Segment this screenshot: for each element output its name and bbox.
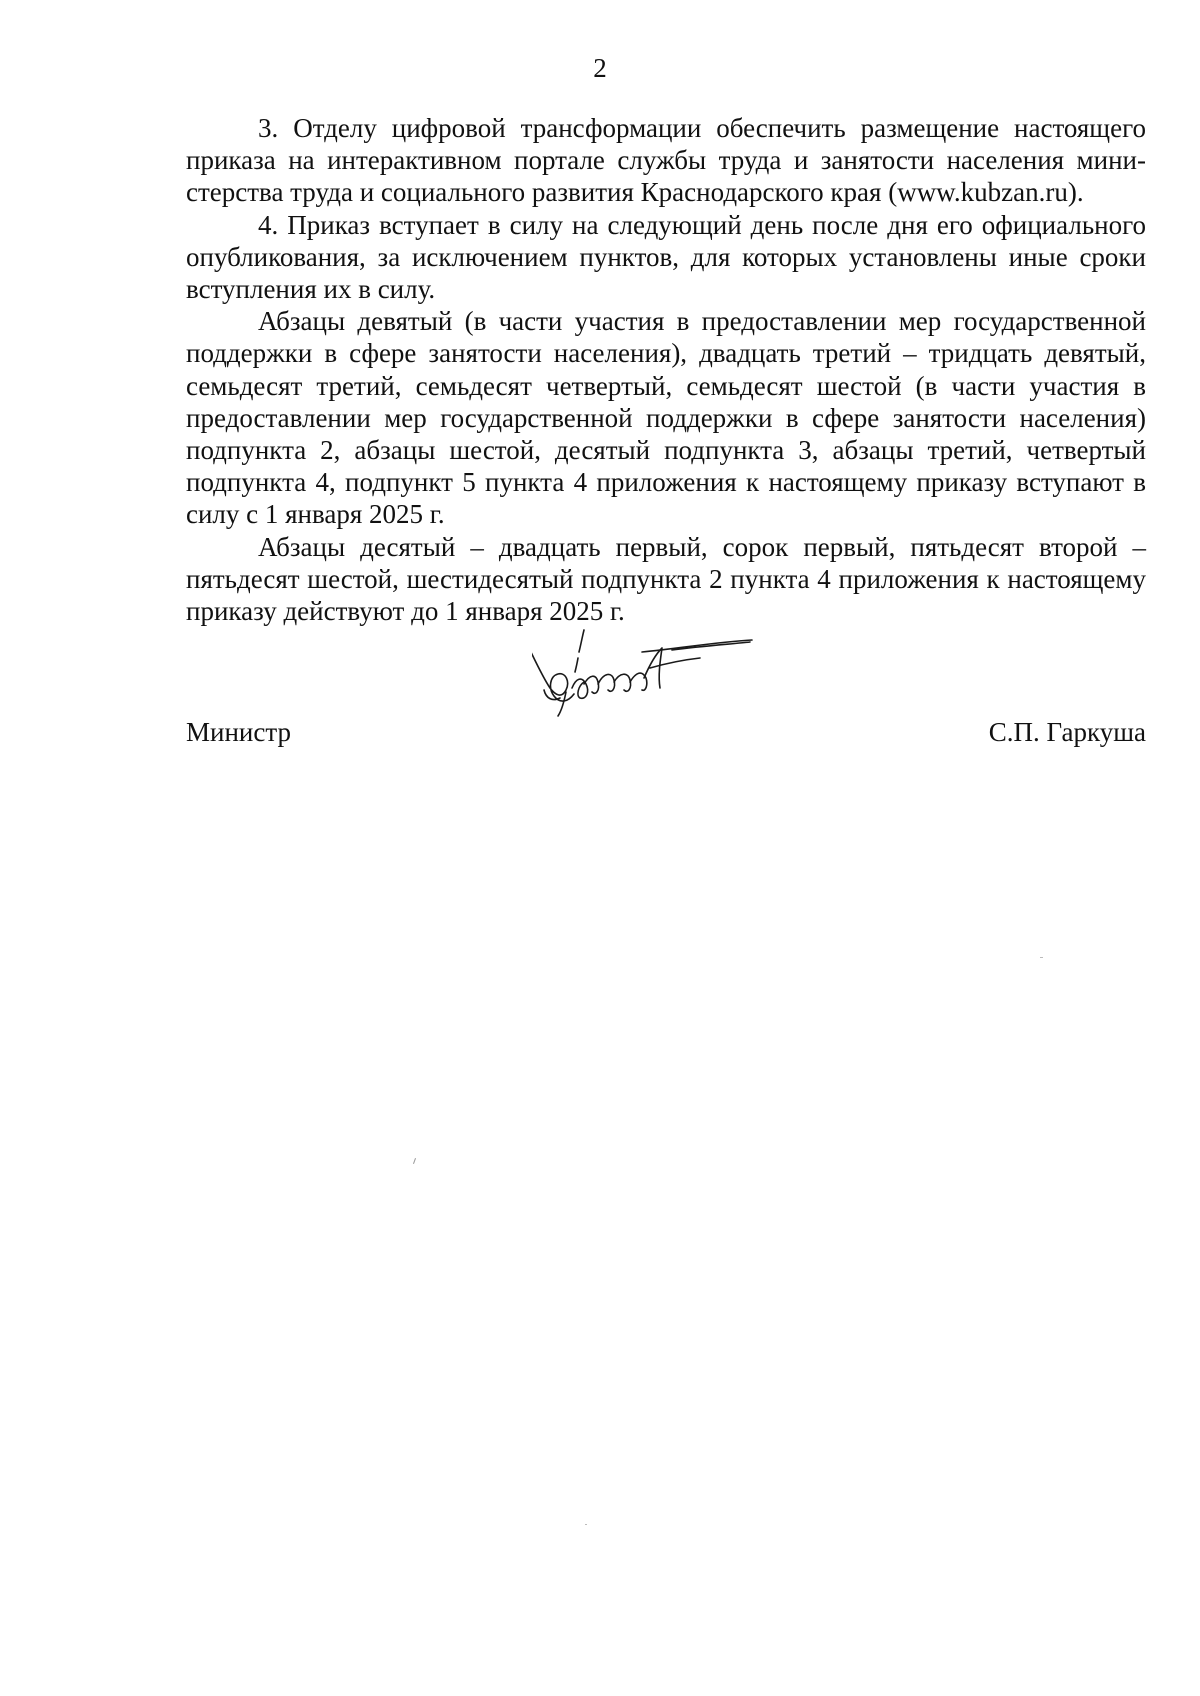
signatory-position: Министр [186,717,291,747]
page-number: 2 [593,53,607,83]
scan-speck [585,1524,587,1525]
paragraph-effective-2025: Абзацы девятый (в части участия в предоставлении мер государственной поддержки в сфере занятости населения), двадцать третий – тридцать девятый, семьдесят третий, семьдесят четвертый, семьдесят шестой (в части участия в предоставлении мер государственной поддержки в сфере занятости населения) подпункта 2, абзацы шестой, десятый подпункта 3, абзацы третий, четвертый подпункта 4, подпункт 5 пункта 4 приложения к настоящему приказу вступают в силу с 1 января 2025 г. [186,306,1146,530]
paragraph-valid-until-2025: Абзацы десятый – двадцать первый, сорок первый, пятьдесят второй – пятьдесят шестой, шестидесятый подпункта 2 пункта 4 приложения к настоящему приказу действуют до 1 января 2025 г. [186,531,1146,627]
signatory-name: С.П. Гаркуша [988,717,1146,747]
paragraph-item-3: 3. Отделу цифровой трансформации обеспечить размещение настоящего приказа на интерактивном портале службы труда и занятости населения министерства труда и социального развития Краснодарского края (www.kubzan.ru). [186,113,1146,208]
document-body [186,112,1146,627]
paragraph-item-4: 4. Приказ вступает в силу на следующий день после дня его официального опубликования, за исключением пунктов, для которых установлены иные сроки вступления их в силу. [186,209,1146,305]
scan-speck [413,1158,416,1164]
signature-block [186,712,1146,752]
scan-speck [1040,957,1043,958]
